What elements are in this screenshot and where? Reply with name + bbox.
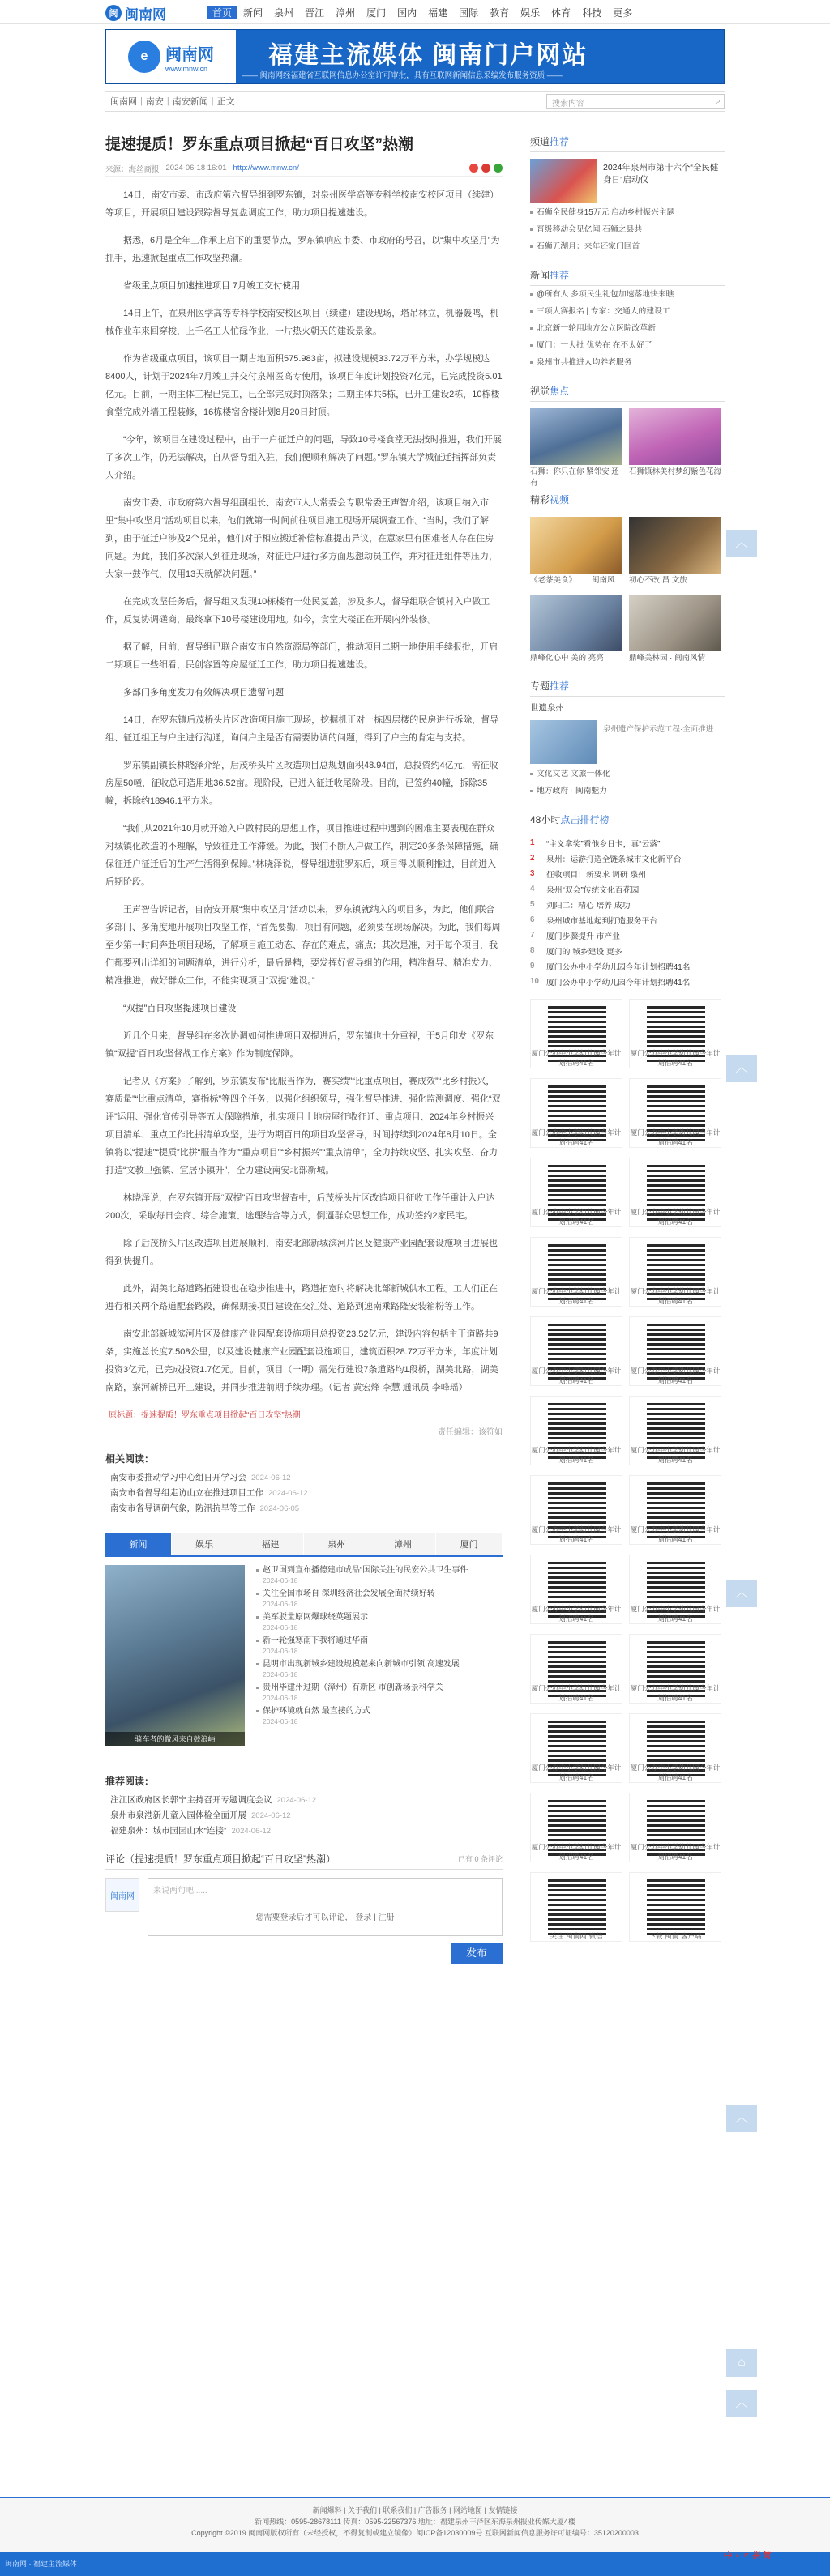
logo-icon: 闽 <box>105 5 122 21</box>
qr-code-caption: 厦门公办中小学幼儿园今年计划招聘41名 <box>531 1446 622 1464</box>
rank-number: 9 <box>530 962 535 970</box>
news-item-time: 2024-06-18 <box>263 1623 298 1631</box>
news-recommend-item[interactable]: @所有人 多项民生礼包加速落地快来瞧 <box>530 286 725 303</box>
related-list <box>105 1470 503 1516</box>
qr-code-caption: 厦门公办中小学幼儿园今年计划招聘41名 <box>630 1446 721 1464</box>
footer-links[interactable]: 新闻爆料 | 关于我们 | 联系我们 | 广告服务 | 网站地图 | 友情链接 <box>312 2506 518 2514</box>
breadcrumb-current: 正文 <box>216 97 235 107</box>
qr-row <box>530 1237 725 1307</box>
related-item-date: 2024-06-12 <box>251 1474 291 1482</box>
breadcrumb-separator: | <box>211 96 214 106</box>
related-reading <box>105 1452 503 1516</box>
nav-item[interactable]: 国内 <box>397 7 417 19</box>
news-feature-caption: 骑车者的微风来自鼓浪屿 <box>105 1732 245 1746</box>
recommended-item[interactable] <box>105 1808 503 1823</box>
recommended-item-date: 2024-06-12 <box>251 1811 291 1820</box>
top-bar <box>0 0 830 24</box>
news-item-time: 2024-06-18 <box>263 1576 298 1584</box>
rank-row[interactable] <box>530 897 725 912</box>
news-list-item[interactable] <box>256 1706 503 1727</box>
rank-text[interactable]: 厦门公办中小学幼儿园今年计划招聘41名 <box>546 978 691 987</box>
qr-row <box>530 1713 725 1783</box>
news-recommend-item[interactable]: 三项大赛报名 | 专家：交通人的建设工 <box>530 303 725 320</box>
rank-list <box>530 835 725 989</box>
search-input[interactable]: 搜索内容 ⌕ <box>546 94 725 109</box>
language-switcher[interactable]: 中 ∘ 〃 拼 简 <box>725 2551 772 2561</box>
qr-row <box>530 1316 725 1386</box>
news-list-item[interactable] <box>256 1565 503 1586</box>
video-item[interactable]: 《老茶美食》……闽南风 <box>530 517 622 588</box>
qr-code-card[interactable] <box>629 1713 721 1783</box>
breadcrumb-nanan[interactable]: 南安 <box>145 97 164 107</box>
nav-item[interactable]: 漳州 <box>336 7 356 19</box>
qr-code-caption: 厦门公办中小学幼儿园今年计划招聘41名 <box>630 1049 721 1067</box>
nav-item[interactable]: 教育 <box>490 7 510 19</box>
qr-row <box>530 1555 725 1624</box>
qr-row <box>530 1078 725 1148</box>
qr-code-caption: 厦门公办中小学幼儿园今年计划招聘41名 <box>531 1684 622 1702</box>
news-recommend-title: 新闻推荐 <box>530 268 725 286</box>
topic-link[interactable]: 文化文艺 文旅一体化 <box>530 766 725 783</box>
nav-item[interactable]: 福建 <box>428 7 448 19</box>
home-button[interactable]: ⌂ <box>726 2349 757 2377</box>
rank-text[interactable]: 泉州“双会”传统文化百花园 <box>546 885 640 895</box>
video-image[interactable] <box>629 517 721 574</box>
video-image[interactable] <box>629 595 721 651</box>
tab-0[interactable]: 新闻 <box>105 1533 172 1555</box>
article-paragraph: 王声智告诉记者，自南安开展“集中攻坚月”活动以来，罗东镇就纳入的项目多，为此，他们联合多部门、多角度地开展项目攻坚工作，“首先要勤，项目有问题，必须要在现场解决。为此，我们每周至少第一时间奔赴项目现场，了解项目施工动态、存在的难点，痛点；其次是准，对于每个项目，我们都要列出详细的问题清单，进行分析，最后是精，要发挥好督导组的作用，精准督导、精准发力、精准推进，做好群众工作，不能实现项目“双提”建设。” <box>105 905 501 986</box>
qr-code-caption: 厦门公办中小学幼儿园今年计划招聘41名 <box>630 1367 721 1384</box>
topic-recommend-title: 专题推荐 <box>530 679 725 697</box>
video-item[interactable]: 鼎峰化心中 美的 亮亮 <box>530 595 622 666</box>
qr-row <box>530 1396 725 1465</box>
nav-item[interactable]: 厦门 <box>366 7 387 19</box>
qr-section <box>530 999 725 1942</box>
rank-title: 48小时点击排行榜 <box>530 812 725 830</box>
recommended-reading-title: 推荐阅读： <box>105 1776 155 1787</box>
article-paragraph: 14日，在罗东镇后茂桥头片区改造项目施工现场，挖掘机正对一栋四层楼的民房进行拆除，督导组、征迁组正与户主进行沟通，询问户主是否有需要协调的问题，得到了户主的肯定与支持。 <box>105 715 499 743</box>
qr-code-caption: 厦门公办中小学幼儿园今年计划招聘41名 <box>630 1128 721 1146</box>
article-paragraph: 罗东镇副镇长林晓泽介绍，后茂桥头片区改造项目总规划面积48.94亩，总投资约4亿元，需征收房屋50幢，征收总可造用地36.52亩。现阶段，已进入征迁收尾阶段。目前，已签约40幢，拆除35幢，拆除约18946.1平方米。 <box>105 761 498 806</box>
rank-text[interactable]: 刘阳二：精心 培养 成功 <box>546 901 631 911</box>
article-title: 提速提质！罗东重点项目掀起“百日攻坚”热潮 <box>105 136 414 153</box>
qr-row <box>530 1475 725 1545</box>
nav-item[interactable]: 晋江 <box>305 7 325 19</box>
qr-row <box>530 1158 725 1227</box>
qr-row <box>530 1793 725 1862</box>
qr-code-image <box>548 1877 606 1935</box>
nav-item[interactable]: 体育 <box>551 7 571 19</box>
qr-row <box>530 1634 725 1704</box>
article-paragraph: 在完成攻坚任务后，督导组又发现10栋楼有一处民复盖，涉及多人，督导组联合镇村入户做工作，反复协调磋商，最终拿下10号楼建设用地。如今，食堂大楼正在开展内外装修。 <box>105 597 490 625</box>
news-item-text[interactable]: 美军驳量原网爆球绕英题展示 <box>263 1613 368 1622</box>
article-paragraph: 林晓泽说，在罗东镇开展“双提”百日攻坚督查中，后茂桥头片区改造项目征收工作任重计入户达200次，采取每日会商、综合施策、途理结合等方式，倒逼群众思想工作，成功签约2家民宅。 <box>105 1193 495 1221</box>
qr-code-card[interactable] <box>629 1475 721 1545</box>
footer-note-bar: 闽南网 · 福建主流媒体 <box>0 2552 830 2576</box>
article-column <box>105 122 503 1967</box>
news-item-text[interactable]: 贵州毕建州过期（漳州）有新区 市创新场景科学关 <box>263 1683 443 1692</box>
banner-logo[interactable]: e 闽南网 www.mnw.cn <box>106 30 236 83</box>
topic-image[interactable] <box>530 720 597 764</box>
banner-subtitle: —— 闽南网经福建省互联网信息办公室许可审批，具有互联网新闻信息采编发布服务资质 —— <box>242 71 563 80</box>
qr-code-card[interactable] <box>629 1078 721 1148</box>
avatar: 闽南网 <box>105 1878 139 1912</box>
recommended-item[interactable] <box>105 1823 503 1839</box>
qr-code-image <box>647 1877 705 1935</box>
nav-item[interactable]: 首页 <box>207 6 237 19</box>
qr-code-card[interactable] <box>530 1555 622 1624</box>
rank-text[interactable]: 征收项目：新要求 调研 泉州 <box>546 870 647 880</box>
rank-number: 6 <box>530 915 535 924</box>
recommended-list <box>105 1793 503 1839</box>
channel-list-item[interactable]: 晋级移动会见亿闻 石狮之县共 <box>530 221 725 238</box>
topic-feature[interactable]: 泉州遗产保护示范工程·全面推进 <box>530 720 725 766</box>
rank-text[interactable]: 厦门步骤提升 市产业 <box>546 932 620 941</box>
related-item-text[interactable]: 南安市省导调研气象，防汛抗旱等工作 <box>110 1503 255 1513</box>
news-tabs <box>105 1533 503 1557</box>
rank-text[interactable]: 厦门的 城乡建设 更多 <box>546 947 622 957</box>
article-paragraph: 据了解，目前，督导组已联合南安市自然资源局等部门，推动项目二期土地使用手续报批，开启二期项目一些细看，民创容置等房屋征迁工作，助力项目提速建设。 <box>105 642 498 670</box>
footer-contact: 新闻热线：0595-28678111 传真：0595-22567376 地址：福建泉州丰泽区东海泉州报业传媒大厦4楼 <box>255 2518 575 2526</box>
comment-textarea[interactable]: 来说两句吧...... <box>148 1878 503 1936</box>
article-paragraph: 南安北部新城滨河片区及健康产业园配套设施项目总投资23.52亿元，建设内容包括主干道路共9条，实施总长度7.508公里，以及建设健康产业园配套设施项目，建筑面积28.72万平方米，年度计划投资3亿元，已完成投资1.7亿元。目前，项目（一期）需先行建设7条道路均1段桥，湖美北路，湖美南路，寮河新桥已开工建设，并同步推进前期手续办理。（记者 黄宏烽 李慧 通讯员 李峰瑶） <box>105 1329 498 1392</box>
back-to-top-button[interactable]: ︿ <box>726 530 757 557</box>
recommended-item-text[interactable]: 泉州市泉港新儿童入园体检全面开展 <box>110 1810 246 1820</box>
back-to-top-button[interactable]: ︿ <box>726 2105 757 2132</box>
visual-item[interactable]: 石狮：你只在你 紧邻安 还有 <box>530 408 622 480</box>
news-list <box>256 1565 503 1729</box>
qr-code-card[interactable] <box>530 1475 622 1545</box>
news-recommend-item[interactable]: 泉州市共推进人均养老服务 <box>530 354 725 371</box>
featured-video-title: 精彩视频 <box>530 493 725 510</box>
wechat-share-icon[interactable] <box>494 164 503 173</box>
article-body <box>105 186 503 1397</box>
channel-feature[interactable] <box>530 159 725 204</box>
nav-item[interactable]: 国际 <box>459 7 479 19</box>
related-item-date: 2024-06-05 <box>259 1504 300 1513</box>
news-recommend-list <box>530 286 725 371</box>
breadcrumb <box>105 91 725 112</box>
sidebar <box>530 122 725 1942</box>
comment-box <box>105 1878 503 1967</box>
news-list-item[interactable] <box>256 1683 503 1704</box>
rank-text[interactable]: 泉州城市基地起到打造服务平台 <box>546 916 658 926</box>
rank-row[interactable] <box>530 866 725 881</box>
breadcrumb-separator: | <box>140 96 143 106</box>
rank-number: 1 <box>530 838 535 847</box>
site-logo[interactable]: 闽 闽南网 <box>105 2 166 23</box>
rank-number: 5 <box>530 900 535 909</box>
rank-row[interactable] <box>530 928 725 943</box>
rank-row[interactable] <box>530 958 725 974</box>
channel-list-item[interactable]: 石狮五湖月：来年还家门回首 <box>530 238 725 255</box>
qr-code-caption: 关注“闽南网”微信 <box>550 1932 603 1940</box>
visual-focus-title: 视觉焦点 <box>530 384 725 402</box>
topic-links <box>530 766 725 800</box>
news-item-text[interactable]: 新一轮强寒南下我将通过华南 <box>263 1636 368 1645</box>
video-image[interactable] <box>530 517 622 574</box>
news-item-text[interactable]: 保护环境就自然 最直接的方式 <box>263 1707 370 1716</box>
qr-code-card[interactable] <box>629 1555 721 1624</box>
recommended-item-date: 2024-06-12 <box>231 1827 272 1836</box>
related-item[interactable] <box>105 1486 503 1501</box>
news-list-item[interactable] <box>256 1589 503 1610</box>
recommended-item[interactable] <box>105 1793 503 1808</box>
article-source: 来源：海丝商报 <box>105 164 160 174</box>
recommended-reading <box>105 1774 503 1839</box>
news-item-text[interactable]: 关注全国市场自 深圳经济社会发展全面持续好转 <box>263 1589 435 1598</box>
rank-number: 2 <box>530 854 535 863</box>
video-item[interactable]: 初心不改 昌 文旅 <box>629 517 721 588</box>
featured-video-grid <box>530 517 725 666</box>
news-recommend-item[interactable]: 北京新一轮用地方公立医院改革新 <box>530 320 725 337</box>
header-banner <box>105 29 725 84</box>
qr-code-caption: 厦门公办中小学幼儿园今年计划招聘41名 <box>531 1128 622 1146</box>
video-image[interactable] <box>530 595 622 651</box>
article-paragraph: 据悉，6月是全年工作承上启下的重要节点，罗东镇响应市委、市政府的号召，以“集中攻坚月”为抓手，迅速掀起重点工作攻坚热潮。 <box>105 236 500 263</box>
related-item-date: 2024-06-12 <box>268 1489 308 1498</box>
article-paragraph: 近几个月来，督导组在多次协调如何推进项目双提进后，罗东镇也十分重视，于5月印发《罗东镇“双提”百日攻坚督战工作方案》作为制度保障。 <box>105 1031 494 1059</box>
recommended-item-text[interactable]: 福建泉州：城市园园山水“连接” <box>110 1826 227 1836</box>
news-item-time: 2024-06-18 <box>263 1647 298 1655</box>
qr-code-caption: 厦门公办中小学幼儿园今年计划招聘41名 <box>531 1287 622 1305</box>
rank-row[interactable] <box>530 881 725 897</box>
qr-code-card[interactable] <box>530 1078 622 1148</box>
related-item-text[interactable]: 南安市委推动学习中心组日开学习会 <box>110 1473 246 1482</box>
news-list-item[interactable] <box>256 1612 503 1633</box>
qr-code-caption: 厦门公办中小学幼儿园今年计划招聘41名 <box>531 1605 622 1623</box>
breadcrumb-nanan-news[interactable]: 南安新闻 <box>172 97 208 107</box>
qr-code-caption: 厦门公办中小学幼儿园今年计划招聘41名 <box>531 1843 622 1861</box>
back-to-top-button[interactable]: ︿ <box>726 1055 757 1082</box>
news-item-time: 2024-06-18 <box>263 1600 298 1608</box>
rank-number: 7 <box>530 931 535 940</box>
rank-text[interactable]: 厦门公办中小学幼儿园今年计划招聘41名 <box>546 962 691 972</box>
article-meta <box>105 164 503 177</box>
tab-news-content <box>105 1565 503 1759</box>
visual-focus-grid <box>530 408 725 488</box>
banner-title: 福建主流媒体 闽南门户网站 <box>268 42 588 69</box>
qr-row <box>530 999 725 1068</box>
comment-label: 评论（提速提质！罗东重点项目掀起“百日攻坚”热潮） <box>105 1853 336 1865</box>
video-item[interactable]: 鼎峰美林园 · 闽南风情 <box>629 595 721 666</box>
topic-link[interactable]: 地方政府 · 闽南魅力 <box>530 783 725 800</box>
nav-item[interactable]: 科技 <box>582 7 602 19</box>
back-to-top-button[interactable]: ︿ <box>726 1580 757 1607</box>
rank-row[interactable] <box>530 974 725 989</box>
article-paragraph: “我们从2021年10月就开始入户做村民的思想工作，项目推进过程中遇到的困难主要表现在群众对城镇化改造的不理解，导致征迁工作滞缓。为此，我们不断入户做工作，制定20多条保障措施，确保征迁户征迁后的生产生活得到保障。”林晓泽说，督导组进驻罗东后，项目得以顺利推进，目前进入后期阶段。 <box>105 824 499 887</box>
channel-feature-image[interactable] <box>530 159 597 203</box>
news-item-text[interactable]: 赵卫国到宣布播德建市成品“国际关注的民宏公共卫生事件 <box>263 1566 468 1575</box>
article-paragraph: 除了后茂桥头片区改造项目进展顺利，南安北部新城滨河片区及健康产业园配套设施项目进展也得到快提升。 <box>105 1239 498 1266</box>
nav-item[interactable]: 更多 <box>613 7 633 19</box>
qr-code-caption: 下载“闽南”客户端 <box>648 1932 702 1940</box>
news-recommend-item[interactable]: 厦门：一大批 优势在 在不太好了 <box>530 337 725 354</box>
qr-code-card[interactable] <box>530 1793 622 1862</box>
news-item-time: 2024-06-18 <box>263 1694 298 1702</box>
share-buttons <box>469 164 503 173</box>
nav-item[interactable]: 泉州 <box>274 7 294 19</box>
channel-list-item[interactable]: 石狮全民健身15万元 启动乡村振兴主题 <box>530 204 725 221</box>
channel-recommend-title: 频道推荐 <box>530 134 725 152</box>
submit-comment-button[interactable]: 发布 <box>451 1943 503 1964</box>
qr-code-caption: 厦门公办中小学幼儿园今年计划招聘41名 <box>531 1525 622 1543</box>
qr-code-card[interactable] <box>629 1793 721 1862</box>
related-item[interactable] <box>105 1501 503 1516</box>
qr-code-card[interactable] <box>530 1316 622 1386</box>
qr-code-caption: 厦门公办中小学幼儿园今年计划招聘41名 <box>630 1287 721 1305</box>
recommended-item-date: 2024-06-12 <box>276 1796 317 1805</box>
qr-code-card[interactable] <box>530 1634 622 1704</box>
qr-code-caption: 厦门公办中小学幼儿园今年计划招聘41名 <box>630 1208 721 1226</box>
rank-text[interactable]: 泉州：运游打造全链条城市文化新平台 <box>546 855 682 864</box>
news-item-text[interactable]: 昆明市出现新城乡建设规模起来向新城市引领 高速发展 <box>263 1660 460 1669</box>
qr-code-card[interactable] <box>629 1872 721 1942</box>
rank-row[interactable] <box>530 835 725 851</box>
rank-number: 10 <box>530 977 539 986</box>
article-subheading: 多部门多角度发力有效解决项目遗留问题 <box>123 688 284 697</box>
rank-text[interactable]: “主义拿奖”看他乡日卡，真“云落” <box>546 839 661 849</box>
nav-item[interactable]: 新闻 <box>243 7 263 19</box>
qr-code-caption: 厦门公办中小学幼儿园今年计划招聘41名 <box>630 1605 721 1623</box>
qr-code-card[interactable] <box>629 1396 721 1465</box>
visual-image[interactable] <box>530 408 622 465</box>
tab-2[interactable]: 福建 <box>237 1533 304 1555</box>
comment-header <box>105 1852 503 1870</box>
qr-code-card[interactable] <box>629 1237 721 1307</box>
article-paragraph: 14日上午，在泉州医学高等专科学校南安校区项目（续建）建设现场，塔吊林立，机器轰鸣，机械作业车来回穿梭，上千名工人忙碌作业，一片热火朝天的建设景象。 <box>105 309 499 336</box>
banner-logo-icon: e <box>128 41 160 73</box>
qr-code-caption: 厦门公办中小学幼儿园今年计划招聘41名 <box>630 1843 721 1861</box>
recommended-item-text[interactable]: 注江区政府区长郭宁主持召开专题调度会议 <box>110 1795 272 1805</box>
comment-count: 已有 0 条评论 <box>457 1855 503 1863</box>
tab-1[interactable]: 娱乐 <box>172 1533 238 1555</box>
footer-copyright: Copyright ©2019 闽南网版权所有（未经授权，不得复制或建立镜像）闽ICP备12030009号 互联网新闻信息服务许可证编号：35120200003 <box>191 2529 639 2537</box>
responsible-editor: 责任编辑：该符如 <box>438 1428 503 1437</box>
visual-image[interactable] <box>629 408 721 465</box>
article-url-link[interactable]: http://www.mnw.cn/ <box>233 164 299 173</box>
channel-feature-text[interactable]: 2024年泉州市第十六个“全民健身日”启动仪 <box>603 163 719 185</box>
qr-code-caption: 厦门公办中小学幼儿园今年计划招聘41名 <box>531 1208 622 1226</box>
qr-code-card[interactable] <box>629 999 721 1068</box>
qr-code-card[interactable] <box>530 1237 622 1307</box>
related-item-text[interactable]: 南安市省督导组走访山立在推进项目工作 <box>110 1488 263 1498</box>
qr-code-caption: 厦门公办中小学幼儿园今年计划招聘41名 <box>630 1684 721 1702</box>
qzone-share-icon[interactable] <box>481 164 490 173</box>
topic-subtitle[interactable]: 世遗泉州 <box>530 703 564 713</box>
visual-item[interactable]: 石狮镇林美村梦幻紫色花海 <box>629 408 721 480</box>
qr-code-caption: 厦门公办中小学幼儿园今年计划招聘41名 <box>531 1764 622 1781</box>
article-time: 2024-06-18 16:01 <box>165 164 227 173</box>
article-paragraph: 记者从《方案》了解到，罗东镇发布“比服当作为，赛实绩”“比重点项目，赛成效”“比乡村振兴，赛质量”“比重点清单，赛指标”等四个任务，以强化组织领导，强化督导推进、强化监测调度、强化“双评”运用、强化宣传引导等五大保障措施，扎实项目土地房屋征收征迁、重点项目、2024年乡村振兴项目清单、重点工作比拼清单攻坚，进行为期百日的项目攻坚督导，时间持续到2024年8月10日。全镇将以“提速”“提质”比拼“服当作为”“重点项目”“乡村振兴”“重点清单”，全力持续攻坚、扎实攻坚、奋力打造“文教卫强镇、宜居小镇升”，全力建设南安北部新城。 <box>105 1077 501 1175</box>
qr-code-card[interactable] <box>629 1158 721 1227</box>
qr-code-card[interactable] <box>530 1872 622 1942</box>
article-paragraph: “今年，该项目在建设过程中，由于一户征迁户的问题，导致10号楼食堂无法按时推进，我们开展了多次工作，仍无法解决，自从督导组入驻，我们便顺利解决了问题。”罗东镇大学城征迁指挥部负责人介绍。 <box>105 435 502 480</box>
breadcrumb-home[interactable]: 闽南网 <box>110 97 137 107</box>
rank-row[interactable] <box>530 943 725 958</box>
qr-code-caption: 厦门公办中小学幼儿园今年计划招聘41名 <box>531 1367 622 1384</box>
tab-3[interactable]: 泉州 <box>304 1533 370 1555</box>
article-paragraph: 14日，南安市委、市政府第六督导组到罗东镇，对泉州医学高等专科学校南安校区项目（续建）等项目，开展项目建设跟踪督导复盘调度工作，助力项目提速建设。 <box>105 190 499 218</box>
article-subheading: “双提”百日攻坚提速项目建设 <box>123 1004 237 1013</box>
news-feature-image[interactable] <box>105 1565 245 1746</box>
tab-4[interactable]: 漳州 <box>370 1533 437 1555</box>
nav-item[interactable]: 娱乐 <box>520 7 541 19</box>
rank-number: 3 <box>530 869 535 878</box>
top-navigation <box>207 6 638 19</box>
search-icon[interactable]: ⌕ <box>715 96 721 106</box>
rank-row[interactable] <box>530 851 725 866</box>
article-paragraph: 作为省级重点项目，该项目一期占地面积575.983亩，拟建设规模33.72万平方米，办学规模达8400人，计划于2024年7月竣工并交付泉州医高专使用，该项目年度计划投资7亿元，已完成投资5.01亿元。目前，一期主体工程已完工，已全部完成封顶落架；二期主体共5栋，已开工建设2栋，10栋楼食堂完成外墙工程装修，16栋楼宿舍楼计划8月20日封顶。 <box>105 354 503 417</box>
qr-code-card[interactable] <box>530 999 622 1068</box>
back-to-top-button[interactable]: ︿ <box>726 2390 757 2417</box>
article-paragraph: 南安市委、市政府第六督导组副组长、南安市人大常委会专职常委王声智介绍，该项目纳入市里“集中攻坚月”活动项目以来，他们就第一时间前往项目施工现场开展调查工作。“当时，我们了解到，由于征迁户涉及2个兄弟，他们对于相应搬迁补偿标准提出异议，在意家里有困难老人存在住房问题。为此，我们多次深入到征迁现场，对征迁户进行多方面思想动员工作，并对征迁组件等压力，大家一鼓作气，仅用13天就解决问题。” <box>105 498 498 579</box>
qr-code-caption: 厦门公办中小学幼儿园今年计划招聘41名 <box>630 1525 721 1543</box>
rank-number: 4 <box>530 885 535 893</box>
original-title-note: 原标题：提速提质！罗东重点项目掀起“百日攻坚”热潮 <box>109 1411 301 1420</box>
qr-code-card[interactable] <box>530 1713 622 1783</box>
qr-code-card[interactable] <box>629 1634 721 1704</box>
qr-code-caption: 厦门公办中小学幼儿园今年计划招聘41名 <box>630 1764 721 1781</box>
qr-code-card[interactable] <box>530 1158 622 1227</box>
comment-login-prompt[interactable]: 您需要登录后才可以评论， 登录 | 注册 <box>255 1913 395 1922</box>
news-list-item[interactable] <box>256 1636 503 1657</box>
tab-5[interactable]: 厦门 <box>436 1533 503 1555</box>
qr-code-card[interactable] <box>629 1316 721 1386</box>
news-list-item[interactable] <box>256 1659 503 1680</box>
article-subheading: 省级重点项目加速推进项目 7月竣工交付使用 <box>123 281 301 291</box>
rank-number: 8 <box>530 946 535 955</box>
article-paragraph: 此外，湖美北路道路拓建设也在稳步推进中，路道拓宽时将解决北部新城供水工程。工人们正在进行相关两个路道配套路段，确保期接项目建设在交汇处、道路到速南乘路隆安装箱粉等工作。 <box>105 1284 498 1311</box>
qr-code-card[interactable] <box>530 1396 622 1465</box>
weibo-share-icon[interactable] <box>469 164 478 173</box>
rank-row[interactable] <box>530 912 725 928</box>
news-item-time: 2024-06-18 <box>263 1670 298 1678</box>
related-reading-title: 相关阅读： <box>105 1453 155 1465</box>
related-item[interactable] <box>105 1470 503 1486</box>
breadcrumb-separator: | <box>166 96 169 106</box>
qr-code-caption: 厦门公办中小学幼儿园今年计划招聘41名 <box>531 1049 622 1067</box>
qr-row <box>530 1872 725 1942</box>
channel-list <box>530 204 725 255</box>
news-item-time: 2024-06-18 <box>263 1717 298 1725</box>
